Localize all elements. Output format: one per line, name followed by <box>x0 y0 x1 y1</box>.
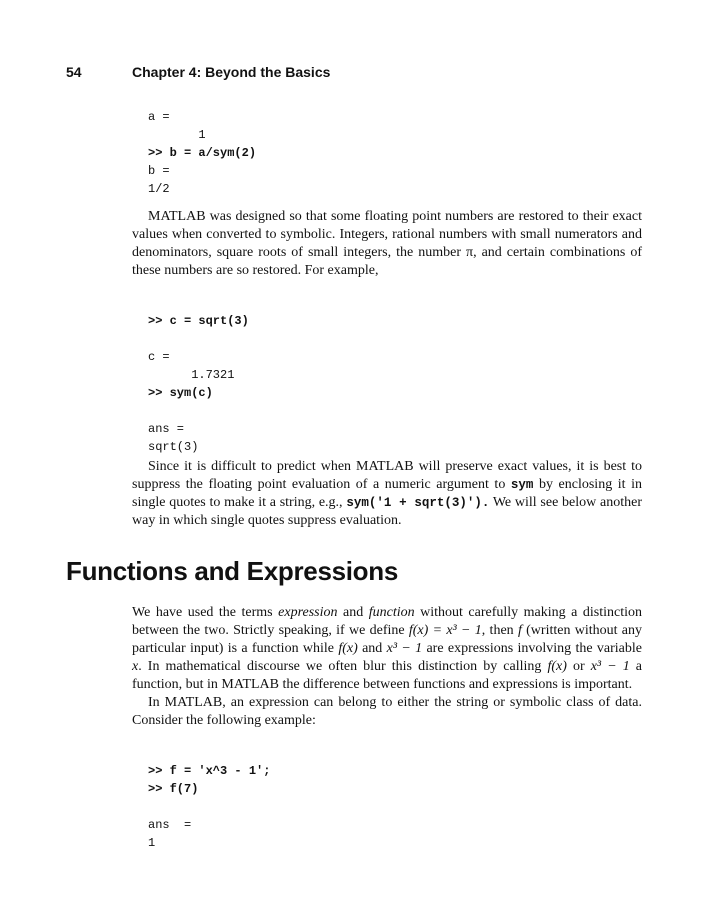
section-title: Functions and Expressions <box>66 556 399 586</box>
code-line: c = <box>148 350 170 364</box>
paragraph-string-symbolic: In MATLAB, an expression can belong to either the string or symbolic class of data. Consider the following example: <box>132 695 642 728</box>
code-line: 1.7321 <box>148 368 235 382</box>
code-block-sym-division <box>148 108 256 198</box>
code-line: a = <box>148 110 170 124</box>
page-number: 54 <box>66 64 82 80</box>
code-line: 1/2 <box>148 182 170 196</box>
math-expression: f(x) <box>547 659 567 674</box>
inline-code-sym: sym <box>510 478 534 492</box>
paragraph-text: MATLAB was designed so that some floating point numbers are restored to their exact values when converted to symbolic. Integers, rational numbers with small numerators and denominators, square roots of small integers, the number π, and certain combinations of these numbers are so restored. For example, <box>132 209 642 278</box>
code-block-string-expression <box>148 762 270 852</box>
math-expression: x <box>132 659 139 674</box>
code-line: >> b = a/sym(2) <box>148 146 257 160</box>
math-expression: x³ − 1 <box>386 641 423 656</box>
code-line: >> f = 'x^3 - 1'; <box>148 764 271 778</box>
chapter-title: Chapter 4: Beyond the Basics <box>132 64 331 80</box>
code-line: 1 <box>148 836 156 850</box>
math-expression: f(x) <box>338 641 358 656</box>
code-line: ans = <box>148 422 185 436</box>
math-expression: x³ − 1 <box>590 659 630 674</box>
code-line: >> sym(c) <box>148 386 213 400</box>
code-block-sqrt <box>148 312 249 456</box>
math-expression: f <box>517 623 522 638</box>
paragraph-suppress-evaluation: Since it is difficult to predict when MATLAB will preserve exact values, it is best to suppress the floating point evaluation of a numeric argument to sym by enclosing it in single quotes to make it a string, e.g., sym('1 + sqrt(3)'). We will see below another way in which single quotes suppress evaluation. <box>132 459 643 528</box>
code-line: sqrt(3) <box>148 440 199 454</box>
paragraph-functions-expressions: We have used the terms expression and function without carefully making a distinction between the two. Strictly speaking, if we define f(x) = x³ − 1, then f (written without any particular input) is a function while f(x) and x³ − 1 are expressions involving the variable x. In mathematical discourse we often blur this distinction by calling f(x) or x³ − 1 a function, but in MATLAB the difference between functions and expressions is important. In MATLAB, an expression can belong to either the string or symbolic class of data. Consider the following example: <box>132 605 643 728</box>
inline-code-example: sym('1 + sqrt(3)'). <box>346 496 490 510</box>
code-line: ans = <box>148 818 192 832</box>
math-expression: f(x) = x³ − 1 <box>408 623 482 638</box>
code-line: >> f(7) <box>148 782 199 796</box>
code-line: b = <box>148 164 170 178</box>
code-line: >> c = sqrt(3) <box>148 314 249 328</box>
paragraph-exact-values <box>132 208 642 280</box>
code-line: 1 <box>148 128 206 142</box>
